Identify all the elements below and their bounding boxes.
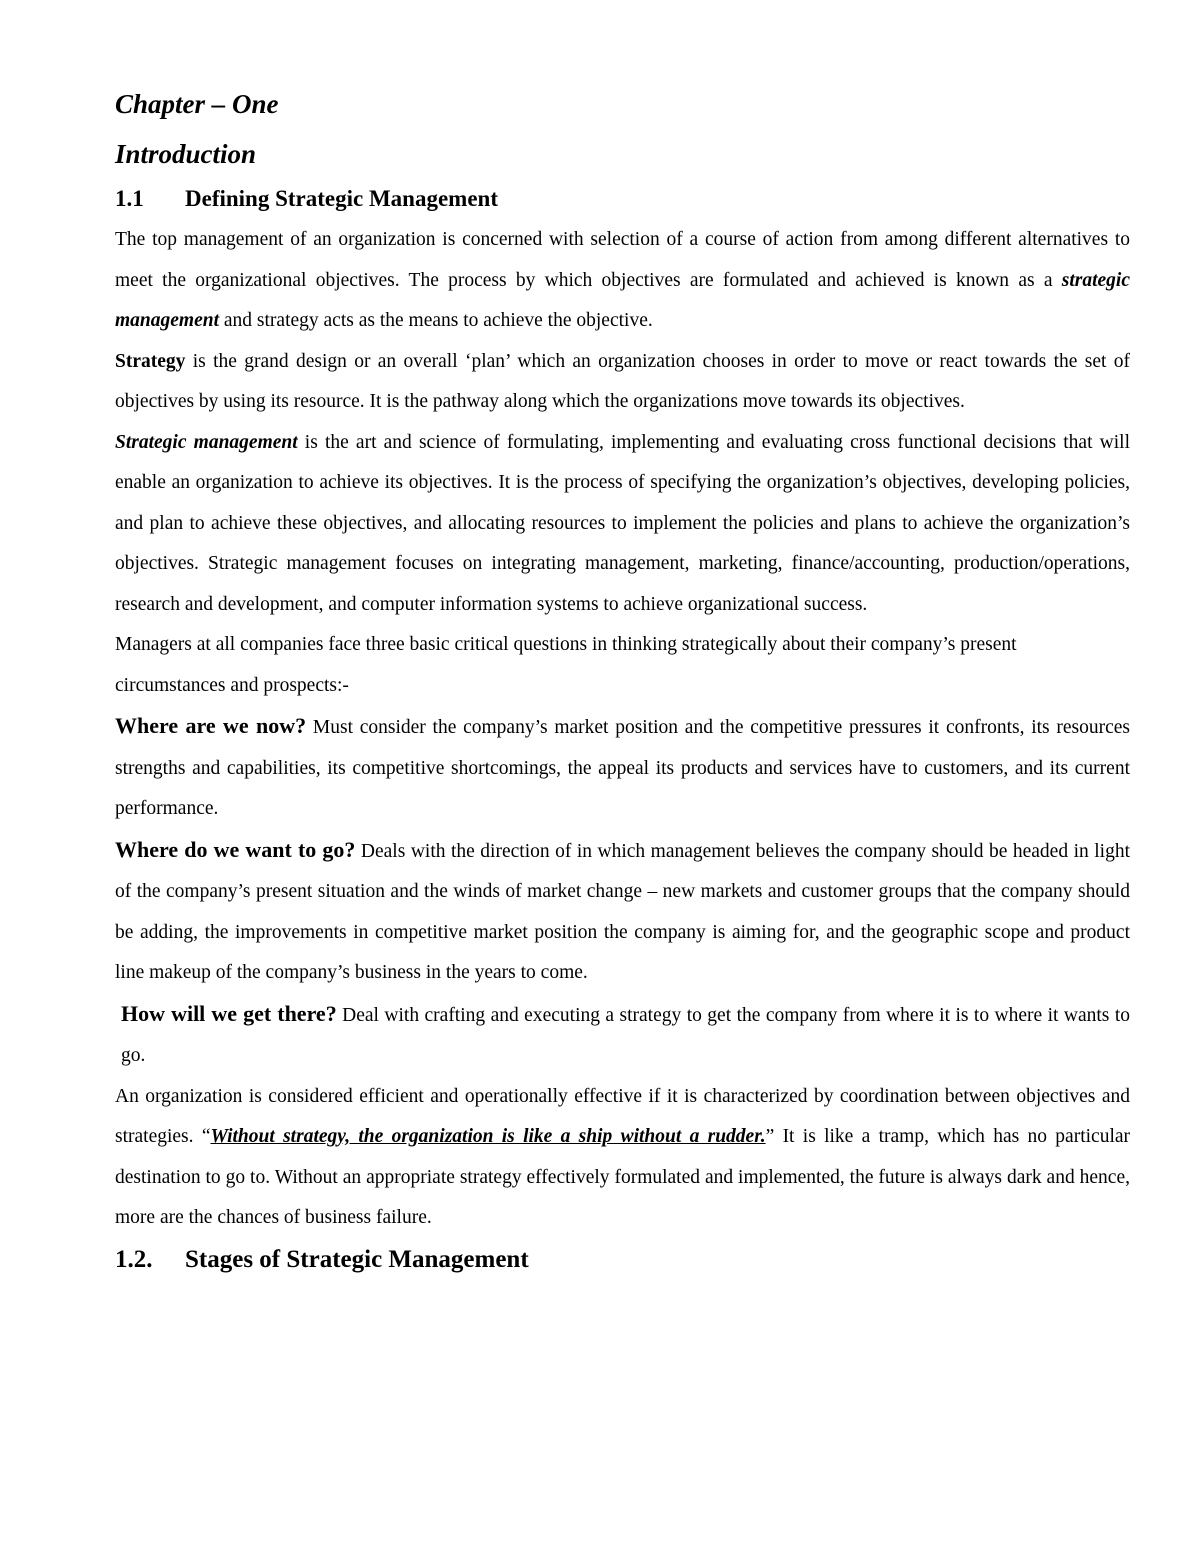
question-where-go (115, 830, 1130, 994)
question-label: How will we get there? (121, 1000, 337, 1026)
section-heading-1-2 (115, 1243, 1130, 1277)
paragraph-text: and strategy acts as the means to achieve the objective. (219, 310, 653, 331)
chapter-title: Chapter – One (115, 89, 279, 119)
section-title: Defining Strategic Management (185, 186, 498, 211)
question-label: Where are we now? (115, 713, 307, 738)
question-where-now (115, 706, 1130, 830)
question-how-get-there (115, 994, 1130, 1077)
section-number: 1.1 (115, 186, 144, 211)
section-heading-1-1 (115, 184, 1130, 214)
paragraph-strategy (115, 342, 1130, 423)
paragraph-text: An organization is considered efficient and operationally effective if it is characterized by coordination between objectives and strategies. “ (115, 1085, 1130, 1147)
question-label: Where do we want to go? (115, 836, 356, 862)
section-title: Stages of Strategic Management (185, 1245, 529, 1273)
paragraph-definition (115, 220, 1130, 342)
question-text: Deals with the direction of in which management believes the company should be headed in light of the company’s present situation and the winds of market change – new markets and customer groups that the company should be adding, the improvements in competitive market position the company is aiming for, and the geographic scope and product line makeup of the company’s business in the years to come. (115, 840, 1131, 983)
question-text: Must consider the company’s market position and the competitive pressures it confronts, its resources strengths and capabilities, its competitive shortcomings, the appeal its products and services have to customers, and its current performance. (115, 717, 1131, 819)
paragraph-text: ” It is like a tramp, which has no particular destination to go to. Without an appropriate strategy effectively formulated and implemented, the future is always dark and hence, more are the chances of business failure. (115, 1126, 1131, 1228)
section-number: 1.2. (115, 1245, 153, 1273)
paragraph-text: The top management of an organization is concerned with selection of a course of action from among different alternatives to meet the organizational objectives. The process by which objectives are formulated and achieved is known as a (115, 229, 1130, 291)
term-strategic-management: Strategic management (115, 431, 298, 453)
paragraph-text: is the grand design or an overall ‘plan’ which an organization chooses in order to move or react towards the set of objectives by using its resource. It is the pathway along which the organizations move towards its objectives. (115, 350, 1130, 412)
introduction-title: Introduction (115, 139, 257, 169)
term-strategy: Strategy (115, 350, 186, 372)
document-page (115, 86, 1130, 1283)
paragraph-efficiency (115, 1077, 1130, 1239)
paragraph-strategic-management (115, 423, 1130, 626)
paragraph-managers: Managers at all companies face three basic critical questions in thinking strategically about their company’s present circumstances and prospects:- (115, 634, 1017, 696)
paragraph-text: is the art and science of formulating, implementing and evaluating cross functional decisions that will enable an organization to achieve its objectives. It is the process of specifying the organization’s objectives, developing policies, and plan to achieve these objectives, and allocating resources to implement the policies and plans to achieve the organization’s objectives. Strategic management focuses on integrating management, marketing, finance/accounting, production/operations, research and development, and computer information systems to achieve organizational success. (115, 431, 1130, 615)
quote-text: Without strategy, the organization is like a ship without a rudder. (210, 1126, 766, 1147)
question-text: Deal with crafting and executing a strategy to get the company from where it is to where it wants to go. (121, 1004, 1130, 1066)
emphasis-text: strategic management (115, 269, 1130, 331)
